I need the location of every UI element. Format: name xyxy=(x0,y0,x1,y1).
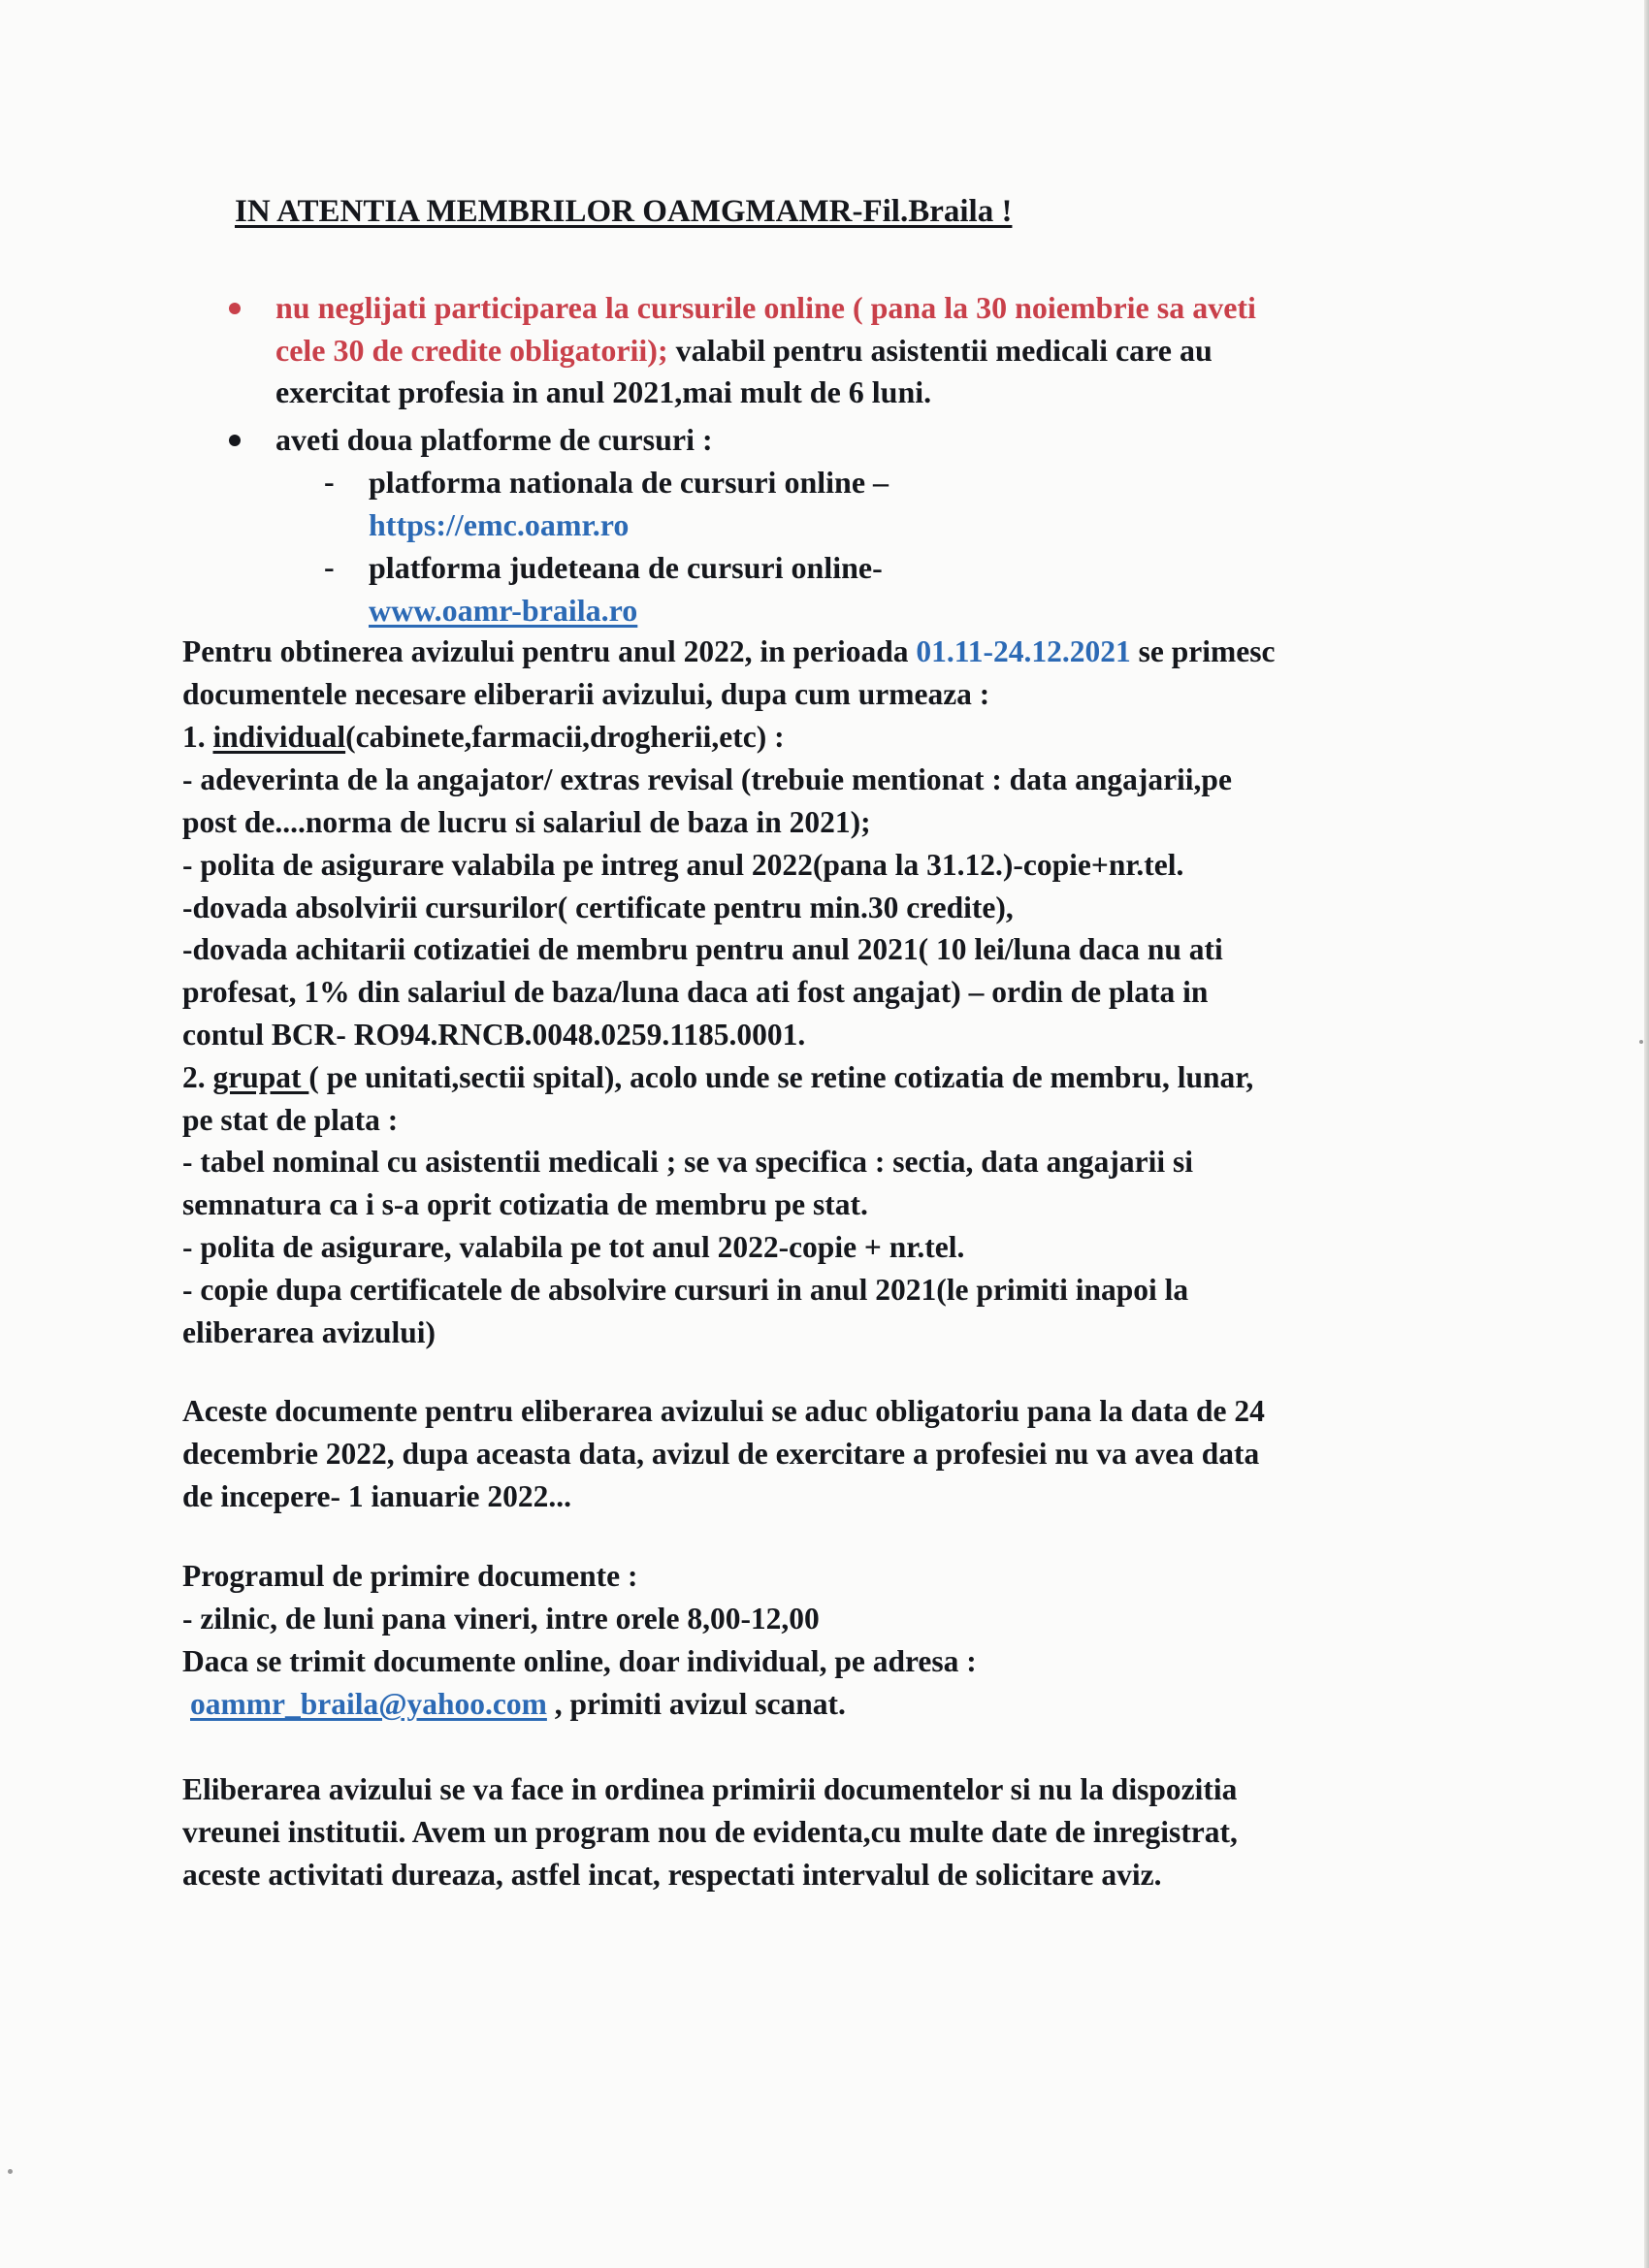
individual-label: individual xyxy=(212,720,346,754)
schedule-hours: - zilnic, de luni pana vineri, intre orele 8,00-12,00 xyxy=(182,1602,820,1636)
contact-email-link[interactable]: oammr_braila@yahoo.com xyxy=(190,1687,547,1721)
deadline-line-2: decembrie 2022, dupa aceasta data, avizul de exercitare a profesiei nu va avea data xyxy=(182,1437,1260,1471)
scan-speck xyxy=(8,2169,13,2174)
individual-item-4c: contul BCR- RO94.RNCB.0048.0259.1185.0001. xyxy=(182,1018,806,1052)
bullet-1-rest: valabil pentru asistentii medicali care au xyxy=(667,333,1212,368)
national-platform-link[interactable]: https://emc.oamr.ro xyxy=(369,507,630,542)
individual-item-1a: - adeverinta de la angajator/ extras revisal (trebuie mentionat : data angajarii,pe xyxy=(182,762,1232,796)
individual-item-3: -dovada absolvirii cursurilor( certificate pentru min.30 credite), xyxy=(182,891,1014,924)
email-line-rest: , primiti avizul scanat. xyxy=(546,1687,846,1721)
intro-text-b: se primesc xyxy=(1130,634,1276,668)
page-edge-shadow xyxy=(1644,0,1649,2268)
intro-line-2: documentele necesare eliberarii avizului, dupa cum urmeaza : xyxy=(182,677,990,711)
closing-line-2: vreunei institutii. Avem un program nou de evidenta,cu multe date de inregistrat, xyxy=(182,1815,1238,1849)
individual-description: (cabinete,farmacii,drogherii,etc) : xyxy=(345,720,785,754)
group-description: ( pe unitati,sectii spital), acolo unde se retine cotizatia de membru, lunar, xyxy=(308,1060,1254,1094)
group-label: grupat xyxy=(212,1060,309,1094)
sub-bullet-1-label: platforma nationala de cursuri online – xyxy=(369,465,889,500)
intro-text-a: Pentru obtinerea avizului pentru anul 2022, in perioada xyxy=(182,634,917,668)
individual-item-4b: profesat, 1% din salariul de baza/luna daca ati fost angajat) – ordin de plata in xyxy=(182,975,1209,1009)
closing-line-1: Eliberarea avizului se va face in ordinea primirii documentelor si nu la dispozitia xyxy=(182,1772,1238,1806)
closing-line-3: aceste activitati dureaza, astfel incat, respectati intervalul de solicitare aviz. xyxy=(182,1858,1162,1892)
county-platform-link[interactable]: www.oamr-braila.ro xyxy=(369,593,638,628)
bullet-2-dot xyxy=(229,435,241,446)
group-item-1a: - tabel nominal cu asistentii medicali ; se va specifica : sectia, data angajarii si xyxy=(182,1145,1194,1179)
scan-speck xyxy=(1639,1040,1643,1044)
sub-bullet-2-dash: - xyxy=(324,549,335,584)
individual-item-2: - polita de asigurare valabila pe intreg anul 2022(pana la 31.12.)-copie+nr.tel. xyxy=(182,848,1184,882)
sub-bullet-2-label: platforma judeteana de cursuri online- xyxy=(369,550,883,585)
individual-heading xyxy=(182,716,785,759)
individual-item-4a: -dovada achitarii cotizatiei de membru pentru anul 2021( 10 lei/luna daca nu ati xyxy=(182,932,1223,966)
individual-item-1b: post de....norma de lucru si salariul de baza in 2021); xyxy=(182,805,871,839)
document-title: IN ATENTIA MEMBRILOR OAMGMAMR-Fil.Braila ! xyxy=(235,194,1013,229)
submission-period-dates: 01.11-24.12.2021 xyxy=(916,634,1131,668)
group-number: 2. xyxy=(182,1060,213,1094)
sub-bullet-1-dash: - xyxy=(324,464,335,499)
group-item-1b: semnatura ca i s-a oprit cotizatia de membru pe stat. xyxy=(182,1187,868,1221)
online-submission-note: Daca se trimit documente online, doar individual, pe adresa : xyxy=(182,1644,977,1678)
bullet-1-red-phrase: cele 30 de credite obligatorii); xyxy=(275,333,668,368)
deadline-line-3: de incepere- 1 ianuarie 2022... xyxy=(182,1479,571,1513)
individual-number: 1. xyxy=(182,720,213,754)
schedule-title: Programul de primire documente : xyxy=(182,1559,638,1593)
bullet-1-line-3: exercitat profesia in anul 2021,mai mult de 6 luni. xyxy=(275,374,932,409)
bullet-2-line-1: aveti doua platforme de cursuri : xyxy=(275,422,713,457)
group-item-3a: - copie dupa certificatele de absolvire cursuri in anul 2021(le primiti inapoi la xyxy=(182,1273,1189,1307)
group-item-2: - polita de asigurare, valabila pe tot anul 2022-copie + nr.tel. xyxy=(182,1230,965,1264)
bullet-1-line-1: nu neglijati participarea la cursurile online ( pana la 30 noiembrie sa aveti xyxy=(275,290,1256,325)
group-item-3b: eliberarea avizului) xyxy=(182,1315,436,1349)
group-heading-line-2: pe stat de plata : xyxy=(182,1103,399,1137)
email-line xyxy=(190,1683,846,1726)
deadline-line-1: Aceste documente pentru eliberarea avizului se aduc obligatoriu pana la data de 24 xyxy=(182,1394,1265,1428)
bullet-1-line-2 xyxy=(275,329,1212,372)
bullet-1-dot xyxy=(229,303,241,314)
group-heading xyxy=(182,1056,1253,1099)
intro-line-1 xyxy=(182,631,1275,673)
